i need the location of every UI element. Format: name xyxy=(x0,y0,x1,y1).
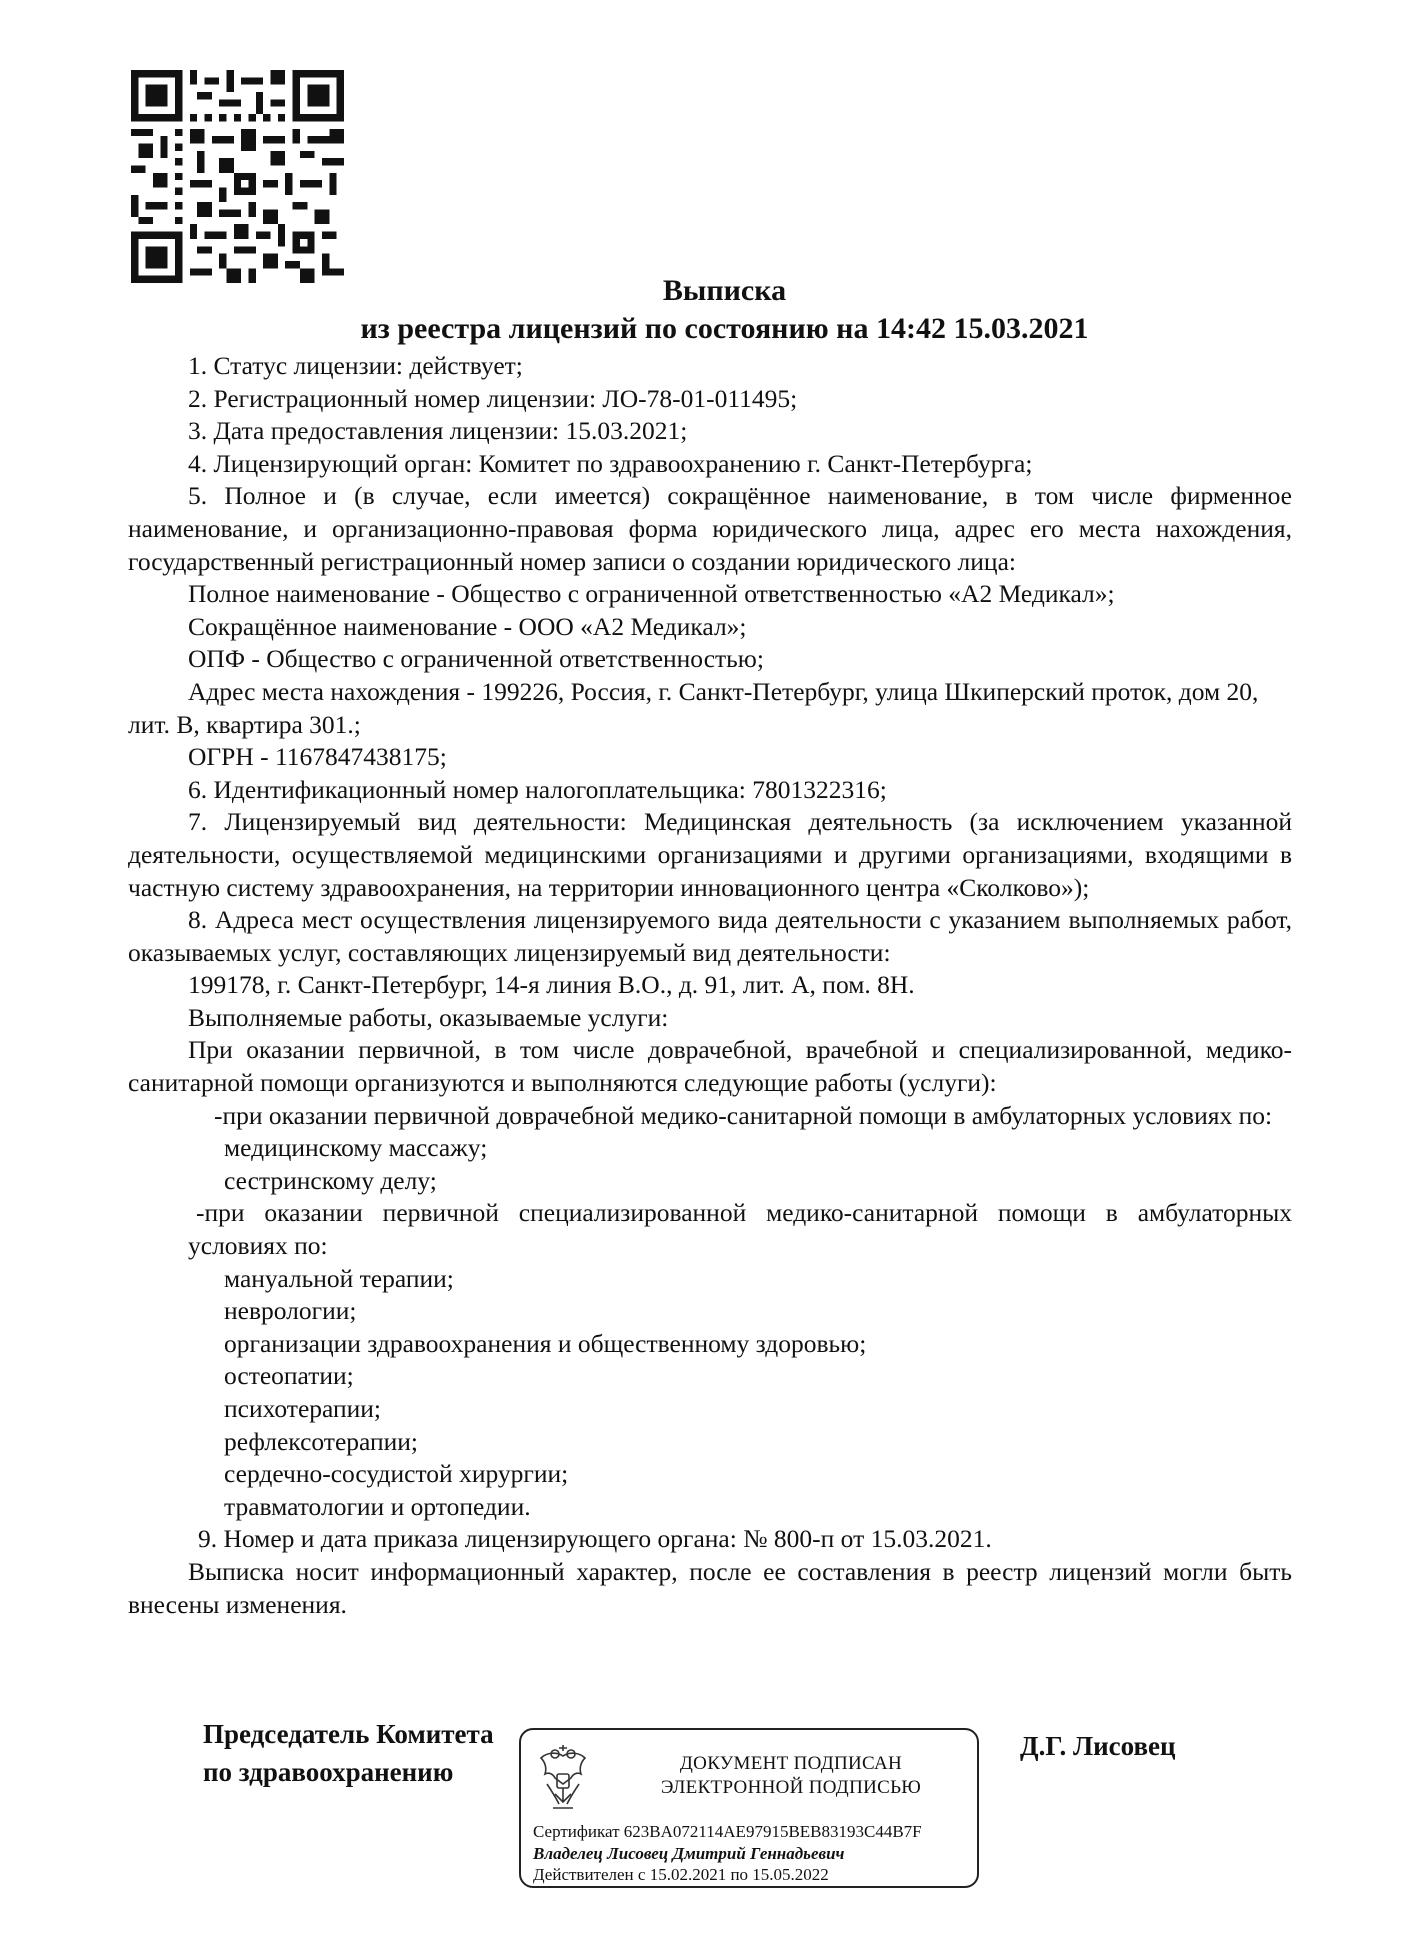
stamp-heading xyxy=(621,1752,961,1800)
coat-of-arms-icon xyxy=(533,1744,593,1814)
works-intro: При оказании первичной, в том числе доврачебной, врачебной и специализированной, медико-санитарной помощи организуются и выполняются следующие работы (услуги): xyxy=(128,1035,1292,1098)
disclaimer-note: Выписка носит информационный характер, после ее составления в реестр лицензий могли быть внесены изменения. xyxy=(128,1556,1292,1619)
group2-item: травматологии и ортопедии. xyxy=(224,1491,531,1521)
qr-code xyxy=(131,70,344,283)
item-order: 9. Номер и дата приказа лицензирующего органа: № 800-п от 15.03.2021. xyxy=(198,1524,992,1554)
group1-item: медицинскому массажу; xyxy=(224,1133,488,1163)
stamp-heading-line1: ДОКУМЕНТ ПОДПИСАН xyxy=(679,1753,903,1774)
document-subtitle: из реестра лицензий по состоянию на 14:42 15.03.2021 xyxy=(360,312,1089,345)
short-name: Сокращённое наименование - ООО «А2 Медикал»; xyxy=(188,611,747,641)
group2-item: мануальной терапии; xyxy=(224,1263,454,1293)
stamp-certificate: Сертификат 623BA072114AE97915BEB83193C44B7F xyxy=(533,1822,922,1841)
item-entity-names: 5. Полное и (в случае, если имеется) сокращённое наименование, в том числе фирменное наименование, и организационно-правовая форма юридического лица, адрес его места нахождения, государственный регистрационный номер записи о создании юридического лица: xyxy=(128,481,1292,576)
item-reg-number: 2. Регистрационный номер лицензии: ЛО-78-01-011495; xyxy=(188,383,798,413)
signatory-position-line2: по здравоохранению xyxy=(203,1757,454,1787)
item-activity-places: 8. Адреса мест осуществления лицензируемого вида деятельности с указанием выполняемых работ, оказываемых услуг, составляющих лицензируемый вид деятельности: xyxy=(128,905,1292,967)
works-heading: Выполняемые работы, оказываемые услуги: xyxy=(188,1002,669,1032)
item-activity: 7. Лицензируемый вид деятельности: Медицинская деятельность (за исключением указанной деятельности, осуществляемой медицинскими организациями и другими организациями, входящими в частную систему здравоохранения, на территории инновационного центра «Сколково»); xyxy=(128,807,1292,902)
electronic-signature-stamp xyxy=(519,1728,979,1888)
group1-heading: -при оказании первичной доврачебной медико-санитарной помощи в амбулаторных условиях по: xyxy=(214,1100,1273,1130)
ogrn: ОГРН - 1167847438175; xyxy=(188,742,447,772)
legal-form: ОПФ - Общество с ограниченной ответственностью; xyxy=(188,644,764,674)
item-issue-date: 3. Дата предоставления лицензии: 15.03.2021; xyxy=(188,416,688,446)
stamp-validity: Действителен с 15.02.2021 по 15.05.2022 xyxy=(533,1865,829,1884)
signatory-position-line1: Председатель Комитета xyxy=(203,1719,494,1749)
stamp-owner: Владелец Лисовец Дмитрий Геннадьевич xyxy=(533,1844,845,1863)
group2-item: организации здравоохранения и общественному здоровью; xyxy=(224,1328,867,1358)
document-body xyxy=(128,350,1292,1621)
group1-item: сестринскому делу; xyxy=(224,1165,437,1195)
signatory-name: Д.Г. Лисовец xyxy=(1020,1731,1176,1761)
group2-item: рефлексотерапии; xyxy=(224,1426,419,1456)
place-address: 199178, г. Санкт-Петербург, 14-я линия В.О., д. 91, лит. А, пом. 8Н. xyxy=(188,970,915,1000)
group2-item: психотерапии; xyxy=(224,1394,382,1423)
group2-heading: -при оказании первичной специализированной медико-санитарной помощи в амбулаторных условиях по: xyxy=(188,1198,1292,1261)
group2-item: сердечно-сосудистой хирургии; xyxy=(224,1459,569,1489)
group2-item: неврологии; xyxy=(224,1296,357,1326)
item-status: 1. Статус лицензии: действует; xyxy=(188,351,523,380)
stamp-heading-line2: ЭЛЕКТРОННОЙ ПОДПИСЬЮ xyxy=(660,1777,922,1798)
item-licensing-body: 4. Лицензирующий орган: Комитет по здравоохранению г. Санкт-Петербурга; xyxy=(188,448,1033,478)
signatory-position xyxy=(203,1715,494,1791)
full-name: Полное наименование - Общество с ограниченной ответственностью «А2 Медикал»; xyxy=(188,579,1115,609)
document-title: Выписка xyxy=(662,274,787,307)
group2-item: остеопатии; xyxy=(224,1361,354,1391)
legal-address: Адрес места нахождения - 199226, Россия, г. Санкт-Петербург, улица Шкиперский проток, дом 20, лит. В, квартира 301.; xyxy=(128,676,1259,739)
item-inn: 6. Идентификационный номер налогоплательщика: 7801322316; xyxy=(188,774,887,804)
